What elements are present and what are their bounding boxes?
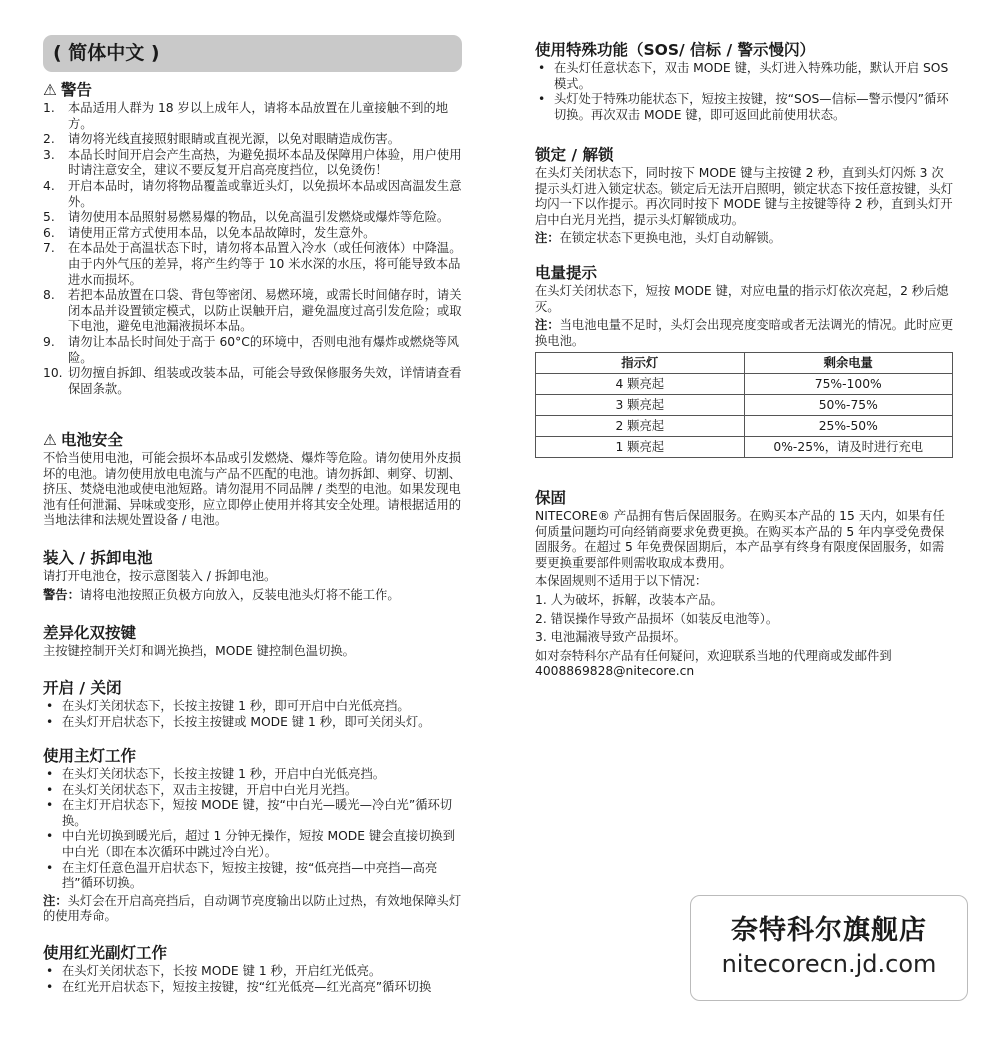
bullet-icon: •	[46, 782, 54, 797]
main-light-heading: 使用主灯工作	[43, 747, 137, 765]
item-text: 在头灯关闭状态下，长按 MODE 键 1 秒，开启红光低亮。	[62, 964, 382, 978]
bullet-icon: •	[46, 979, 54, 994]
item-number: 7.	[43, 241, 55, 256]
list-item	[43, 767, 463, 783]
battery-safety-heading: 电池安全	[60, 431, 123, 449]
special-section	[535, 40, 955, 123]
bullet-icon: •	[46, 714, 54, 729]
lock-note: 在锁定状态下更换电池，头灯自动解锁。	[559, 231, 781, 246]
warranty-section	[535, 488, 955, 683]
table-row	[536, 374, 953, 395]
warning-section	[43, 80, 463, 397]
red-light-section	[43, 943, 463, 995]
table-header: 指示灯	[536, 353, 745, 374]
warning-icon: ⚠	[43, 81, 57, 99]
red-light-heading: 使用红光副灯工作	[43, 944, 168, 962]
bullet-icon: •	[46, 829, 54, 844]
bullet-list	[43, 767, 463, 892]
list-item	[43, 132, 463, 148]
item-text: 若把本品放置在口袋、背包等密闭、易燃环境，或需长时间储存时，请关闭本品并设置锁定模式，以防止误触开启，避免温度过高引发危险；或取下电池，避免电池漏液损坏本品。	[68, 288, 462, 334]
power-note-label: 注：	[535, 318, 560, 333]
list-item	[43, 241, 463, 288]
list-item	[43, 210, 463, 226]
list-item	[43, 861, 463, 892]
table-row	[536, 416, 953, 437]
install-note-label: 警告：	[43, 587, 80, 602]
item-number: 5.	[43, 210, 55, 225]
item-text: 本品长时间开启会产生高热，为避免损坏本品及保障用户体验，用户使用时请注意安全，建议不要反复开启高亮度挡位，以免烫伤！	[68, 147, 462, 178]
warranty-heading: 保固	[535, 489, 567, 507]
bullet-list	[43, 699, 463, 730]
language-title: ( 简体中文 )	[43, 35, 462, 72]
item-text: 本品适用人群为 18 岁以上成年人，请将本品放置在儿童接触不到的地方。	[68, 101, 449, 131]
bullet-list	[535, 61, 955, 123]
item-text: 请使用正常方式使用本品，以免本品故障时，发生意外。	[68, 225, 376, 240]
store-url: nitecorecn.jd.com	[721, 950, 937, 978]
warranty-text: NITECORE® 产品拥有售后保固服务。在购买本产品的 15 天内，如果有任何质量问题均可向经销商要求免费更换。在购买本产品的 5 年内享受免费保固服务。在超过 5 年免费保固期后，本产品享有终身有限度保固服务，如需要更换重要部件则需收取成本费用。	[535, 509, 945, 570]
list-item	[43, 699, 463, 715]
special-heading: 使用特殊功能（SOS/ 信标 / 警示慢闪）	[535, 41, 816, 59]
lock-text: 在头灯关闭状态下，同时按下 MODE 键与主按键 2 秒，直到头灯闪烁 3 次提示头灯进入锁定状态。锁定后无法开启照明，锁定状态下按任意按键，头灯均闪一下以作提示。再次同时按下 MODE 键与主按键等待 2 秒，直到头灯开启中白光月光挡，提示头灯解锁成功。	[535, 166, 954, 227]
remaining-power-cell: 75%-100%	[744, 374, 953, 395]
item-text: 在红光开启状态下，短按主按键，按“红光低亮—红光高亮”循环切换	[62, 979, 432, 994]
item-text: 在主灯任意色温开启状态下，短按主按键，按“低亮挡—中亮挡—高亮挡”循环切换。	[62, 860, 438, 891]
warranty-exclusion: 2. 错误操作导致产品损坏（如装反电池等）。	[535, 611, 779, 626]
list-item	[43, 980, 463, 996]
indicator-cell: 4 颗亮起	[536, 374, 745, 395]
warranty-exclusion: 3. 电池漏液导致产品损坏。	[535, 630, 686, 645]
list-item	[535, 92, 955, 123]
remaining-power-cell: 0%-25%，请及时进行充电	[744, 437, 953, 458]
item-text: 在头灯关闭状态下，长按主按键 1 秒，开启中白光低亮挡。	[62, 767, 386, 781]
item-number: 9.	[43, 334, 55, 349]
on-off-section	[43, 678, 463, 730]
item-number: 3.	[43, 147, 55, 162]
warranty-exclusion: 1. 人为破坏，拆解，改装本产品。	[535, 592, 723, 607]
battery-safety-section	[43, 430, 463, 532]
item-text: 头灯处于特殊功能状态下，短按主按键，按“SOS—信标—警示慢闪”循环切换。再次双击 MODE 键，即可返回此前使用状态。	[554, 92, 949, 122]
list-item	[43, 798, 463, 829]
item-text: 在头灯关闭状态下，双击主按键，开启中白光月光挡。	[62, 782, 358, 797]
bullet-icon: •	[46, 767, 54, 781]
install-note: 请将电池按照正负极方向放入，反装电池头灯将不能工作。	[79, 587, 400, 602]
item-text: 在本品处于高温状态下时，请勿将本品置入冷水（或任何液体）中降温。由于内外气压的差异，将产生约等于 10 米水深的水压，将可能导致本品进水而损坏。	[68, 241, 462, 287]
indicator-cell: 3 颗亮起	[536, 395, 745, 416]
item-text: 请勿将光线直接照射眼睛或直视光源，以免对眼睛造成伤害。	[68, 132, 401, 147]
list-item	[43, 148, 463, 179]
table-row	[536, 395, 953, 416]
warning-icon: ⚠	[43, 431, 57, 449]
list-item	[535, 61, 955, 92]
list-item	[43, 715, 463, 731]
list-item	[43, 335, 463, 366]
list-item	[43, 366, 463, 397]
numbered-list	[43, 101, 463, 397]
bullet-icon: •	[46, 699, 54, 713]
lock-note-label: 注：	[535, 231, 560, 246]
power-table	[535, 352, 953, 458]
install-heading: 装入 / 拆卸电池	[43, 549, 153, 567]
dual-button-text: 主按键控制开关灯和调光换挡，MODE 键控制色温切换。	[43, 644, 355, 658]
bullet-icon: •	[46, 798, 54, 813]
main-light-note-label: 注：	[43, 893, 68, 908]
power-text: 在头灯关闭状态下，短按 MODE 键，对应电量的指示灯依次亮起，2 秒后熄灭。	[535, 284, 949, 314]
bullet-list	[43, 964, 463, 995]
list-item	[43, 288, 463, 335]
list-item	[43, 226, 463, 242]
warning-heading: 警告	[60, 81, 92, 99]
main-light-section	[43, 746, 463, 928]
item-text: 切勿擅自拆卸、组装或改装本品，可能会导致保修服务失效，详情请查看保固条款。	[68, 366, 462, 396]
on-off-heading: 开启 / 关闭	[43, 679, 122, 697]
item-number: 8.	[43, 288, 55, 303]
item-text: 请勿使用本品照射易燃易爆的物品，以免高温引发燃烧或爆炸等危险。	[68, 210, 450, 225]
item-number: 2.	[43, 132, 55, 147]
bullet-icon: •	[46, 860, 54, 875]
item-text: 在主灯开启状态下，短按 MODE 键，按“中白光—暖光—冷白光”循环切换。	[62, 798, 453, 828]
store-logo	[690, 895, 968, 1001]
item-text: 中白光切换到暖光后，超过 1 分钟无操作，短按 MODE 键会直接切换到中白光（即在本次循环中跳过冷白光）。	[62, 829, 456, 859]
main-light-note: 头灯会在开启高亮挡后，自动调节亮度输出以防止过热，有效地保障头灯的使用寿命。	[43, 893, 462, 924]
indicator-cell: 1 颗亮起	[536, 437, 745, 458]
item-number: 4.	[43, 178, 55, 193]
dual-button-section	[43, 623, 463, 663]
warranty-exclusions-intro: 本保固规则不适用于以下情况：	[535, 574, 708, 589]
item-number: 6.	[43, 225, 55, 240]
warranty-contact: 如对奈特科尔产品有任何疑问，欢迎联系当地的代理商或发邮件到 4008869828@nitecore.cn	[535, 648, 892, 679]
item-text: 在头灯关闭状态下，长按主按键 1 秒，即可开启中白光低亮挡。	[62, 699, 410, 713]
power-heading: 电量提示	[535, 264, 598, 282]
install-section	[43, 548, 463, 606]
list-item	[43, 964, 463, 980]
bullet-icon: •	[46, 964, 54, 978]
store-name: 奈特科尔旗舰店	[731, 915, 927, 946]
remaining-power-cell: 25%-50%	[744, 416, 953, 437]
item-text: 在头灯开启状态下，长按主按键或 MODE 键 1 秒，即可关闭头灯。	[62, 714, 431, 729]
list-item	[43, 783, 463, 799]
list-item	[43, 179, 463, 210]
item-number: 1.	[43, 101, 55, 115]
lock-section	[535, 145, 955, 250]
item-number: 10.	[43, 366, 63, 381]
bullet-icon: •	[538, 61, 546, 75]
indicator-cell: 2 颗亮起	[536, 416, 745, 437]
bullet-icon: •	[538, 92, 546, 107]
power-note: 当电池电量不足时，头灯会出现亮度变暗或者无法调光的情况。此时应更换电池。	[535, 318, 954, 348]
table-row	[536, 437, 953, 458]
item-text: 开启本品时，请勿将物品覆盖或靠近头灯，以免损坏本品或因高温发生意外。	[68, 178, 462, 209]
power-section	[535, 263, 955, 458]
lock-heading: 锁定 / 解锁	[535, 146, 614, 164]
remaining-power-cell: 50%-75%	[744, 395, 953, 416]
dual-button-heading: 差异化双按键	[43, 624, 137, 642]
list-item	[43, 101, 463, 132]
item-text: 请勿让本品长时间处于高于 60°C的环境中，否则电池有爆炸或燃烧等风险。	[68, 334, 459, 365]
list-item	[43, 829, 463, 860]
install-text: 请打开电池仓，按示意图装入 / 拆卸电池。	[43, 569, 277, 583]
item-text: 在头灯任意状态下，双击 MODE 键，头灯进入特殊功能，默认开启 SOS 模式。	[554, 61, 949, 91]
table-header: 剩余电量	[744, 353, 953, 374]
battery-safety-text: 不恰当使用电池，可能会损坏本品或引发燃烧、爆炸等危险。请勿使用外皮损坏的电池。请勿使用放电电流与产品不匹配的电池。请勿拆卸、刺穿、切割、挤压、焚烧电池或使电池短路。请勿混用不同品牌 / 类型的电池。如果发现电池有任何泄漏、异味或变形，应立即停止使用并将其安全处理。请根据适用的当地法律和法规处置设备 / 电池。	[43, 451, 462, 528]
